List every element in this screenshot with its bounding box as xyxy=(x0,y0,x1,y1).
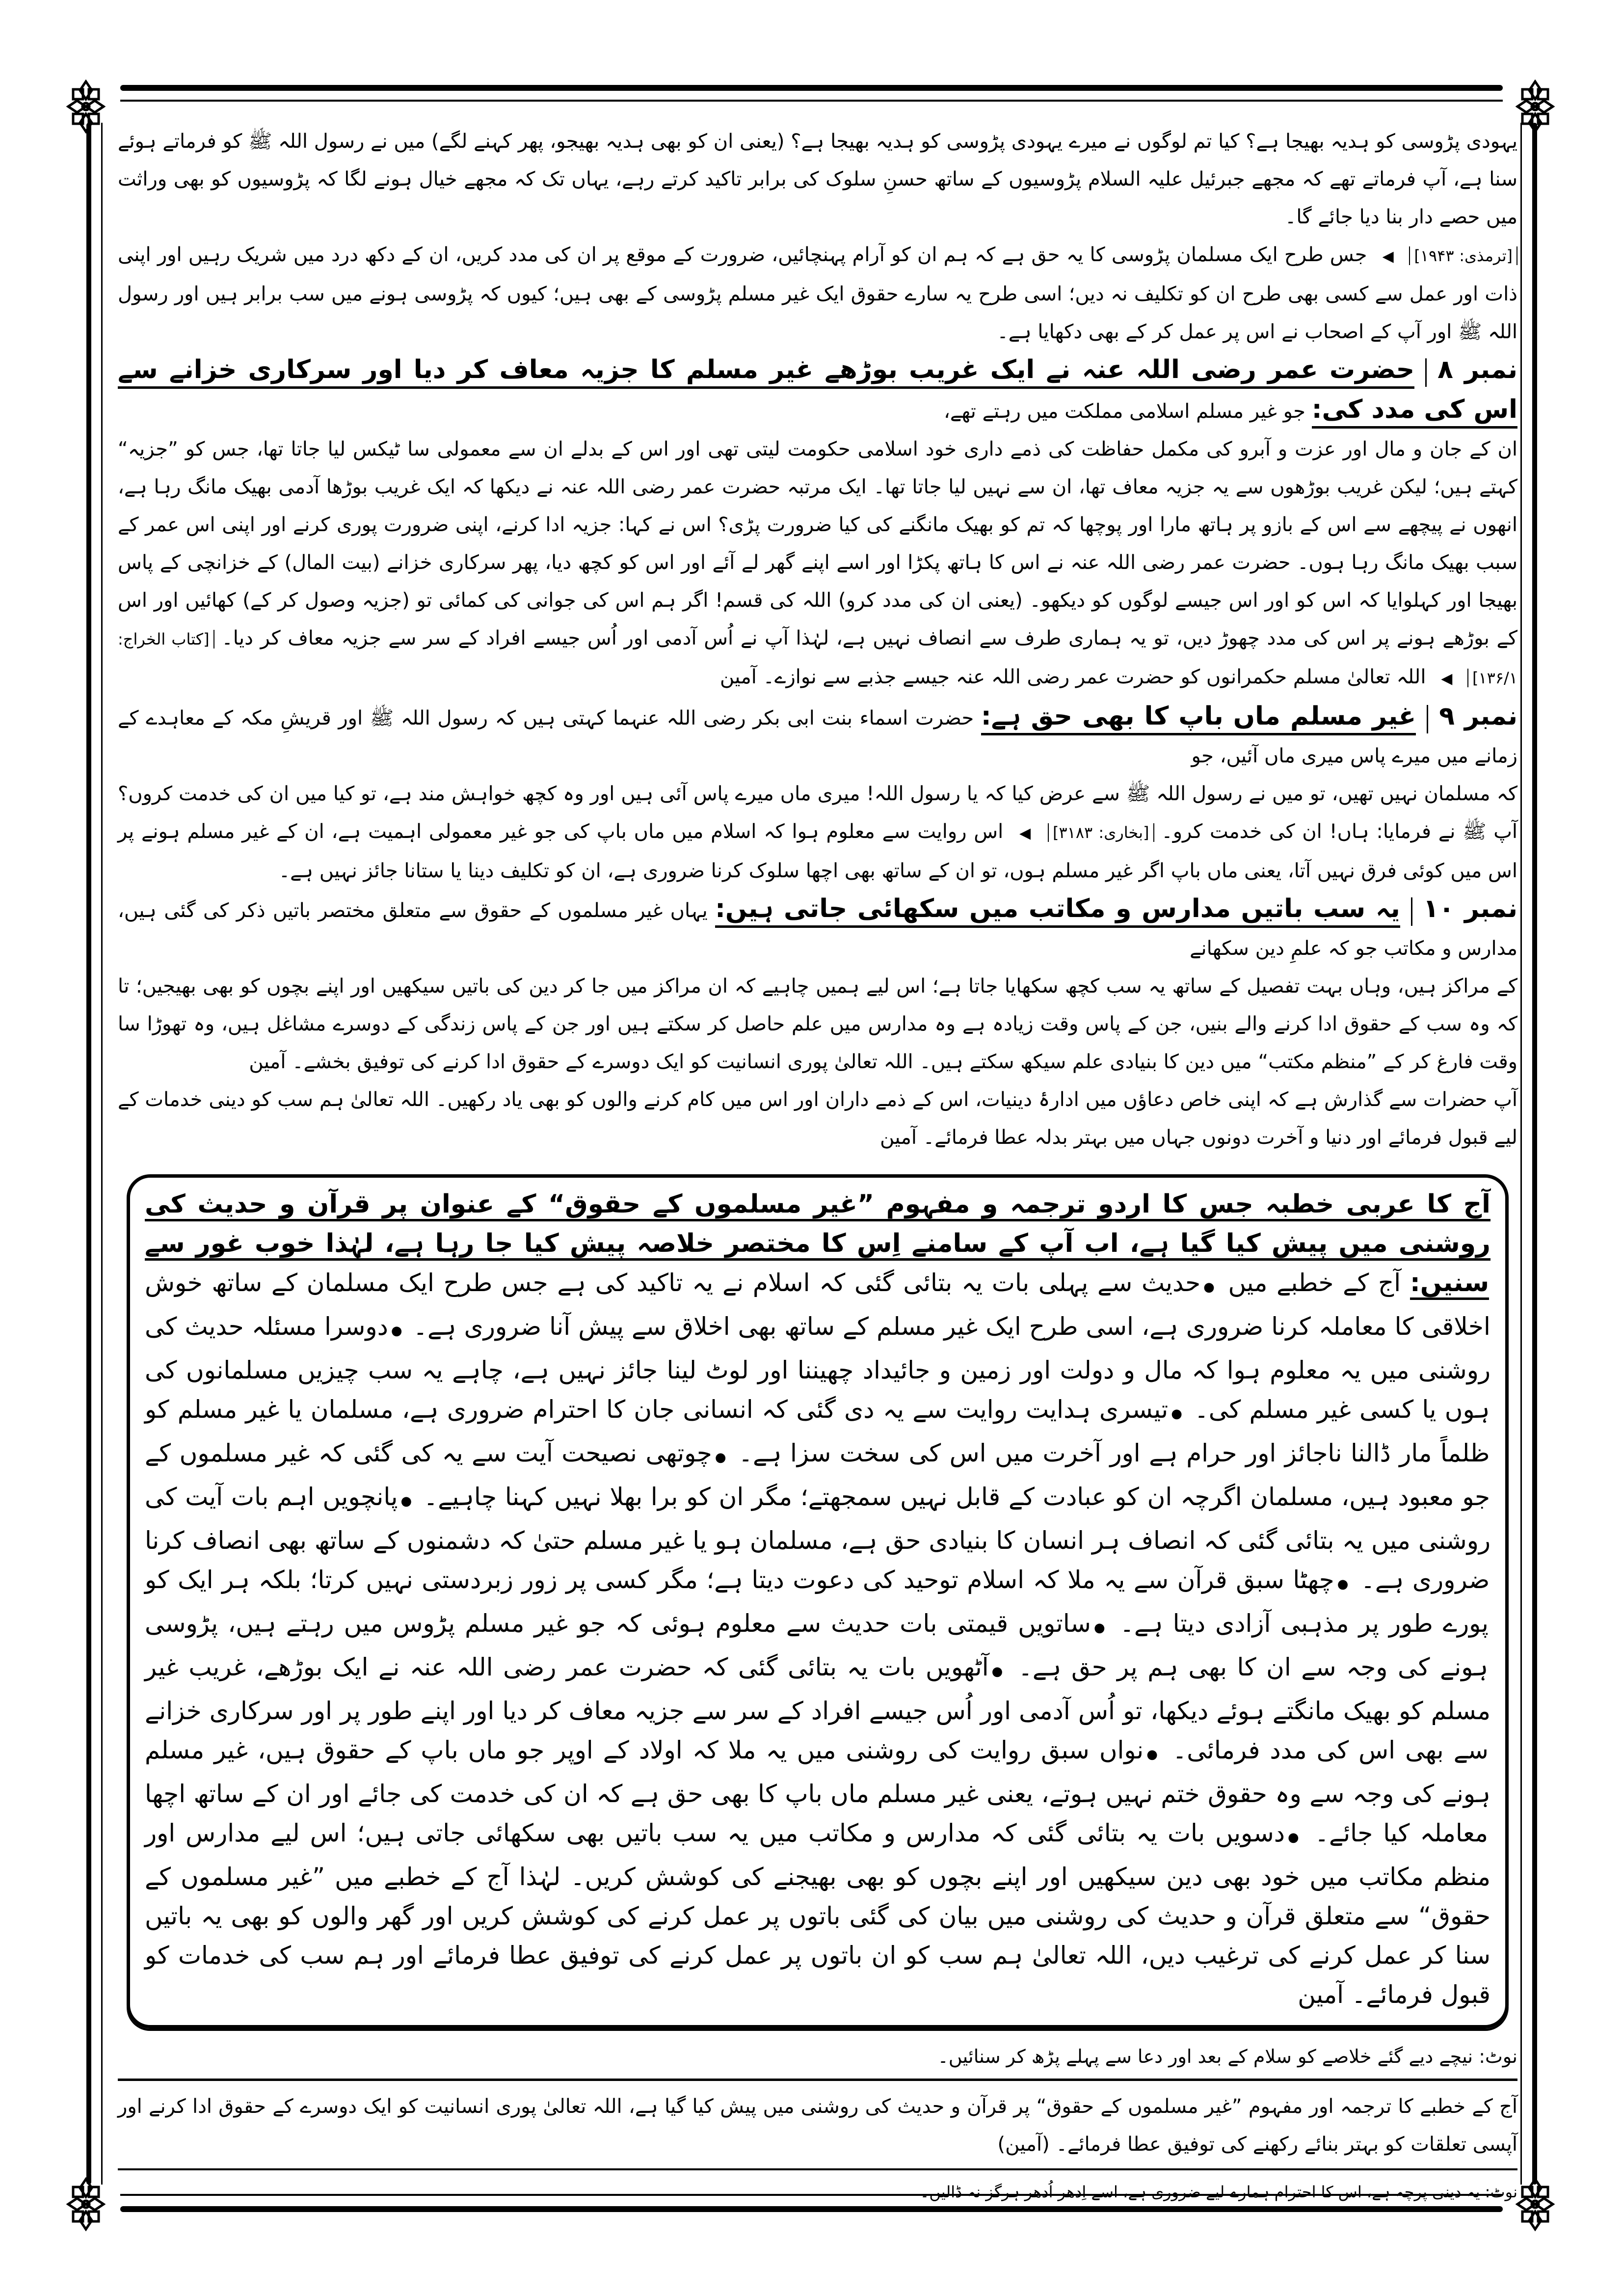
intro-line-1: یہودی پڑوسی کو ہدیہ بھیجا ہے؟ کیا تم لوگوں نے میرے یہودی پڑوسی کو ہدیہ بھیجا ہے؟ (یعنی ان کو بھی ہدیہ بھیجو، پھر کہنے لگے) میں نے رسول اللہ ﷺ کو فرماتے ہوئے سنا ہے، آپ xyxy=(118,130,1517,190)
top-thick-rule xyxy=(120,85,1503,91)
section-separator xyxy=(118,2168,1517,2170)
section-9-heading xyxy=(118,698,1517,775)
frame-left-thick xyxy=(86,123,91,2185)
frame-left-thin xyxy=(101,123,103,2185)
heading-divider xyxy=(1425,358,1427,387)
summary-point: دوسرا مسئلہ حدیث کی روشنی میں یہ معلوم ہوا کہ مال و دولت اور زمین و جائیداد چھیننا اور لوٹ لینا جائز نہیں ہے، چاہے یہ سب چیزیں مسلمانوں کی ہوں یا کسی غیر مسلم کی۔ xyxy=(145,1312,1490,1424)
summary-title: آج کا عربی خطبہ جس کا اردو ترجمہ و مفہوم ”غیر مسلموں کے حقوق“ کے عنوان پر قرآن و حدیث کی روشنی میں پیش کیا گیا ہے، اب آپ کے سامنے اِس کا مختصر خلاصہ پیش کیا جا رہا ہے، لہٰذا خوب غور سے سنیں: xyxy=(145,1189,1490,1300)
section-title: حضرت عمر رضی اللہ عنہ نے ایک غریب بوڑھے غیر مسلم کا جزیہ معاف کر دیا اور سرکاری خزانے سے اس کی مدد کی: xyxy=(118,355,1517,429)
appeal-paragraph: آپ حضرات سے گذارش ہے کہ اپنی خاص دعاؤں میں ادارۂ دینیات، اس کے ذمے داران اور اس میں کام کرنے والوں کو بھی یاد رکھیں۔ اللہ تعالیٰ ہم سب کو دینی خدمات کے لیے قبول فرمائے اور دنیا و آخرت دونوں جہاں میں بہتر بدلہ عطا فرمائے۔ آمین xyxy=(118,1088,1517,1149)
summary-point: تیسری ہدایت روایت سے یہ دی گئی کہ انسانی جان کا احترام ضروری ہے، مسلمان یا غیر مسلم کو ظلماً مار ڈالنا ناجائز اور حرام ہے اور آخرت میں اس کی سخت سزا ہے۔ xyxy=(145,1395,1490,1467)
section-closing: اس روایت سے معلوم ہوا کہ اسلام میں ماں باپ کی جو غیر معمولی اہمیت ہے، ان کے غیر مسلم ہونے پر اس میں کوئی فرق نہیں آتا، یعنی ماں باپ اگر غیر مسلم ہوں، تو ان کے ساتھ بھی اچھا سلوک کرنا ضروری ہے، ان کو تکلیف دینا یا ستانا جائز نہیں ہے۔ xyxy=(118,820,1517,882)
frame-right-thin xyxy=(1520,123,1522,2185)
bullet-icon: ● xyxy=(991,1664,1006,1679)
bullet-icon: ● xyxy=(400,1494,413,1509)
summary-point: نواں سبق روایت کی روشنی میں یہ ملا کہ اولاد کے اوپر جو ماں باپ کے حقوق ہیں، غیر مسلم ہونے کی وجہ سے وہ حقوق ختم نہیں ہوتے، یعنی غیر مسلم ماں باپ کا بھی حق ہے کہ ان کی خدمت کی جائے اور ان کے ساتھ اچھا معاملہ کیا جائے۔ xyxy=(145,1736,1490,1847)
section-number: نمبر ۱۰ xyxy=(1423,894,1517,923)
summary-point: چھٹا سبق قرآن سے یہ ملا کہ اسلام توحید کی دعوت دیتا ہے؛ مگر کسی پر زور زبردستی نہیں کرتا؛ بلکہ ہر ایک کو پورے طور پر مذہبی آزادی دیتا ہے۔ xyxy=(145,1566,1489,1638)
frame-right-thick xyxy=(1532,123,1537,2185)
summary-point: پانچویں اہم بات آیت کی روشنی میں یہ بتائی گئی کہ انصاف ہر انسان کا بنیادی حق ہے، مسلمان ہو یا غیر مسلم حتیٰ کہ دشمنوں کے ساتھ بھی انصاف کرنا ضروری ہے۔ xyxy=(145,1483,1490,1594)
bullet-icon: ● xyxy=(1146,1747,1160,1762)
citation-tirmidhi: [ترمذی: ۱۹۴۳] xyxy=(1409,246,1517,265)
section-10-body: کے مراکز ہیں، وہاں بہت تفصیل کے ساتھ یہ سب کچھ سکھایا جاتا ہے؛ اس لیے ہمیں چاہیے کہ ان مراکز میں جا کر دین کی باتیں سیکھیں اور اپنے بچوں کو بھی بھیجیں؛ تا کہ وہ سب کے حقوق ادا کرنے والے بنیں، جن کے پاس وقت زیادہ ہے وہ مدارس میں علم حاصل کر سکتے ہیں اور جن کے پاس زندگی کے دوسرے مشاغل ہیں، وہ تھوڑا سا وقت فارغ کر کے ”منظم مکتب“ میں دین کا بنیادی علم سیکھ سکتے ہیں۔ اللہ تعالیٰ پوری انسانیت کو ایک دوسرے کے حقوق ادا کرنے کی توفیق بخشے۔ آمین xyxy=(118,975,1518,1073)
intro-paragraph xyxy=(118,123,1517,351)
bullet-icon: ● xyxy=(1171,1406,1183,1421)
section-8-body: ان کے جان و مال اور عزت و آبرو کی مکمل حفاظت کی ذمے داری خود اسلامی حکومت لیتی تھی اور اس کے بدلے ان سے معمولی سا ٹیکس لیا جاتا تھا، جس کو ”جزیہ“ کہتے ہیں؛ لیکن غریب بوڑھوں سے یہ جزیہ معاف تھا، ان سے نہیں لیا جاتا تھا۔ ایک مرتبہ حضرت عمر رضی اللہ عنہ نے دیکھا کہ ایک غریب بوڑھا آدمی بھیک مانگ رہا ہے، انھوں نے پیچھے سے اس کے بازو پر ہاتھ مارا اور پوچھا کہ تم کو بھیک مانگنے کی کیا ضرورت پڑی؟ اس نے کہا: جزیہ ادا کرنے، اپنی ضرورت پوری کرنے اور اپنی اس عمر کے سبب بھیک مانگ رہا ہوں۔ حضرت عمر رضی اللہ عنہ نے اس کا ہاتھ پکڑا اور اسے اپنے گھر لے آئے اور اس کو کچھ دیا، پھر سرکاری خزانے (بیت المال) کے خزانچی کے پاس بھیجا اور کہلوایا کہ اس کو اور اس جیسے لوگوں کو دیکھو۔ (یعنی ان کی مدد کرو) اللہ کی قسم! اگر ہم اس کی جوانی کی کمائی تو (جزیہ وصول کر کے) کھائیں اور اس کے بوڑھے ہونے پر اس کی مدد چھوڑ دیں، تو یہ ہماری طرف سے انصاف نہیں ہے، لہٰذا آپ نے اُس آدمی اور اُس جیسے افراد کے سر سے جزیہ معاف کر دیا۔ [کتاب الخراج: ۱۳۶/۱] ◀ اللہ تعالیٰ مسلم حکمرانوں کو حضرت عمر رضی اللہ عنہ جیسے جذبے سے نوازے۔ آمین xyxy=(118,438,1518,688)
section-8-heading xyxy=(118,351,1517,431)
section-separator xyxy=(118,2079,1517,2081)
section-title: غیر مسلم ماں باپ کا بھی حق ہے: xyxy=(981,702,1416,735)
summary-point: دسویں بات یہ بتائی گئی کہ مدارس و مکاتب میں یہ سب باتیں بھی سکھائی جاتی ہیں؛ اس لیے مدارس اور منظم مکاتب میں خود بھی دین سیکھیں اور اپنے بچوں کو بھی بھیجنے کی کوشش کریں۔ لہٰذا آج کے خطبے میں ”غیر مسلموں کے حقوق“ سے متعلق قرآن و حدیث کی روشنی میں بیان کی گئی باتوں پر عمل کرنے کی کوشش کریں اور گھر والوں کو بھی یہ باتیں سنا کر عمل کرنے کی ترغیب دیں، اللہ تعالیٰ ہم سب کو ان باتوں پر عمل کرنے کی توفیق عطا فرمائے اور ہم سب کی خدمات کو قبول فرمائے۔ آمین xyxy=(145,1819,1490,2009)
bullet-icon: ● xyxy=(1337,1577,1349,1592)
bullet-icon: ● xyxy=(1093,1621,1107,1635)
summary-point: چوتھی نصیحت آیت سے یہ کی گئی کہ غیر مسلموں کے جو معبود ہیں، مسلمان اگرچہ ان کو عبادت کے قابل نہیں سمجھتے؛ مگر ان کو برا بھلا نہیں کہنا چاہیے۔ xyxy=(145,1439,1490,1511)
section-title: یہ سب باتیں مدارس و مکاتب میں سکھائی جاتی ہیں: xyxy=(715,894,1400,928)
pointer-arrow-icon: ◀ xyxy=(1441,670,1453,687)
pointer-arrow-icon: ◀ xyxy=(1019,825,1032,842)
section-closing: اللہ تعالیٰ مسلم حکمرانوں کو حضرت عمر رضی اللہ عنہ جیسے جذبے سے نوازے۔ آمین xyxy=(719,666,1426,688)
document-body xyxy=(118,123,1517,2207)
section-10-heading xyxy=(118,890,1517,968)
top-thin-rule xyxy=(120,100,1503,102)
section-lead: یہاں غیر مسلموں کے حقوق سے متعلق مختصر باتیں ذکر کی گئی ہیں، مدارس و مکاتب جو کہ علمِ دین سکھانے xyxy=(118,899,1517,960)
summary-point: حدیث سے پہلی بات یہ بتائی گئی کہ اسلام نے یہ تاکید کی ہے جس طرح ایک مسلمان کے ساتھ خوش اخلاقی کا معاملہ کرنا ضروری ہے، اسی طرح ایک غیر مسلم کے ساتھ بھی اخلاق سے پیش آنا ضروری ہے۔ xyxy=(145,1269,1490,1341)
summary-point: آٹھویں بات یہ بتائی گئی کہ حضرت عمر رضی اللہ عنہ نے ایک بوڑھے، غریب غیر مسلم کو بھیک مانگتے ہوئے دیکھا، تو اُس آدمی اور اُس جیسے افراد کے سر سے جزیہ معاف کر دیا اور اپنے طور پر اور سرکاری خزانے سے بھی اس کی مدد فرمائی۔ xyxy=(145,1653,1490,1764)
summary-point: ساتویں قیمتی بات حدیث سے معلوم ہوئی کہ جو غیر مسلم پڑوس میں رہتے ہیں، پڑوسی ہونے کی وجہ سے ان کا بھی ہم پر حق ہے۔ xyxy=(145,1609,1489,1681)
closing-paragraph: آج کے خطبے کا ترجمہ اور مفہوم ”غیر مسلموں کے حقوق“ پر قرآن و حدیث کی روشنی میں پیش کیا گیا ہے، اللہ تعالیٰ پوری انسانیت کو ایک دوسرے کے حقوق ادا کرنے اور آپسی تعلقات کو بہتر بنائے رکھنے کی توفیق عطا فرمائے۔ (آمین) xyxy=(118,2095,1518,2156)
section-lead: حضرت اسماء بنت ابی بکر رضی اللہ عنہما کہتی ہیں کہ رسول اللہ ﷺ اور قریشِ مکہ کے معاہدے کے زمانے میں میرے پاس میری ماں آئیں، جو xyxy=(118,707,1517,767)
flower-ornament-icon xyxy=(1516,80,1555,134)
bullet-icon: ● xyxy=(1203,1280,1216,1295)
note-read-after-salam: نوٹ: نیچے دیے گئے خلاصے کو سلام کے بعد اور دعا سے پہلے پڑھ کر سنائیں۔ xyxy=(937,2046,1517,2067)
summary-intro: آج کے خطبے میں xyxy=(1228,1269,1401,1297)
bullet-icon: ● xyxy=(715,1450,727,1465)
footer-note: نوٹ: یہ دینی پرچہ ہے، اس کا احترام ہمارے لیے ضروری ہے، اسے اِدھر اُدھر ہرگز نہ ڈالیں۔ xyxy=(920,2183,1517,2201)
summary-box xyxy=(127,1174,1509,2028)
section-lead: جو غیر مسلم اسلامی مملکت میں رہتے تھے، xyxy=(943,400,1305,423)
heading-divider xyxy=(1427,705,1428,733)
bottom-thick-rule xyxy=(120,2206,1503,2212)
flower-ornament-icon xyxy=(66,80,106,134)
citation-kitab-al-kharaj: [کتاب الخراج: ۱۳۶/۱] xyxy=(118,630,1517,687)
section-number: نمبر ۹ xyxy=(1439,702,1517,731)
intro-line-3: جس طرح ایک مسلمان پڑوسی کا یہ حق ہے کہ ہم ان کو آرام پہنچائیں، ضرورت کے موقع پر ان کی مدد کریں، ان کے دکھ درد میں شریک رہیں اور اپنی ذات اور عمل سے کسی بھی طرح ان کو تکلیف نہ دیں؛ اسی طرح یہ سارے حقوق ایک غیر مسلم پڑوسی کے بھی ہیں؛ کیوں کہ پڑوسی ہونے میں سب برابر ہیں اور رسول اللہ ﷺ اور آپ کے اصحاب نے اس پر عمل کر کے بھی دکھایا ہے۔ xyxy=(118,243,1517,343)
section-number: نمبر ۸ xyxy=(1437,355,1517,384)
heading-divider xyxy=(1411,897,1412,926)
citation-bukhari: [بخاری: ۳۱۸۳] xyxy=(1048,823,1154,842)
flower-ornament-icon xyxy=(1516,2177,1555,2231)
intro-line-2: فرماتے تھے کہ مجھے جبرئیل علیہ السلام پڑوسیوں کے ساتھ حسنِ سلوک کی برابر تاکید کرتے رہے، یہاں تک کہ مجھے خیال ہونے لگا کہ پڑوسیوں کو بھی وراثت میں حصے دار بنا دیا جائے گا۔ xyxy=(118,168,1517,228)
bullet-icon: ● xyxy=(391,1324,402,1338)
pointer-arrow-icon: ◀ xyxy=(1382,248,1394,265)
section-9-body: کہ مسلمان نہیں تھیں، تو میں نے رسول اللہ ﷺ سے عرض کیا کہ یا رسول اللہ! میری ماں میرے پاس آئی ہیں اور وہ کچھ خواہش مند ہے، تو کیا میں ان کی خدمت کروں؟ آپ ﷺ نے فرمایا: ہاں! ان کی خدمت کرو۔ [بخاری: ۳۱۸۳] ◀ اس روایت سے معلوم ہوا کہ اسلام میں ماں باپ کی جو غیر معمولی اہمیت ہے، ان کے غیر مسلم ہونے پر اس میں کوئی فرق نہیں آتا، یعنی ماں باپ اگر غیر مسلم ہوں، تو ان کے ساتھ بھی اچھا سلوک کرنا ضروری ہے، ان کو تکلیف دینا یا ستانا جائز نہیں ہے۔ xyxy=(118,783,1517,882)
bullet-icon: ● xyxy=(1288,1830,1302,1845)
flower-ornament-icon xyxy=(66,2177,106,2231)
